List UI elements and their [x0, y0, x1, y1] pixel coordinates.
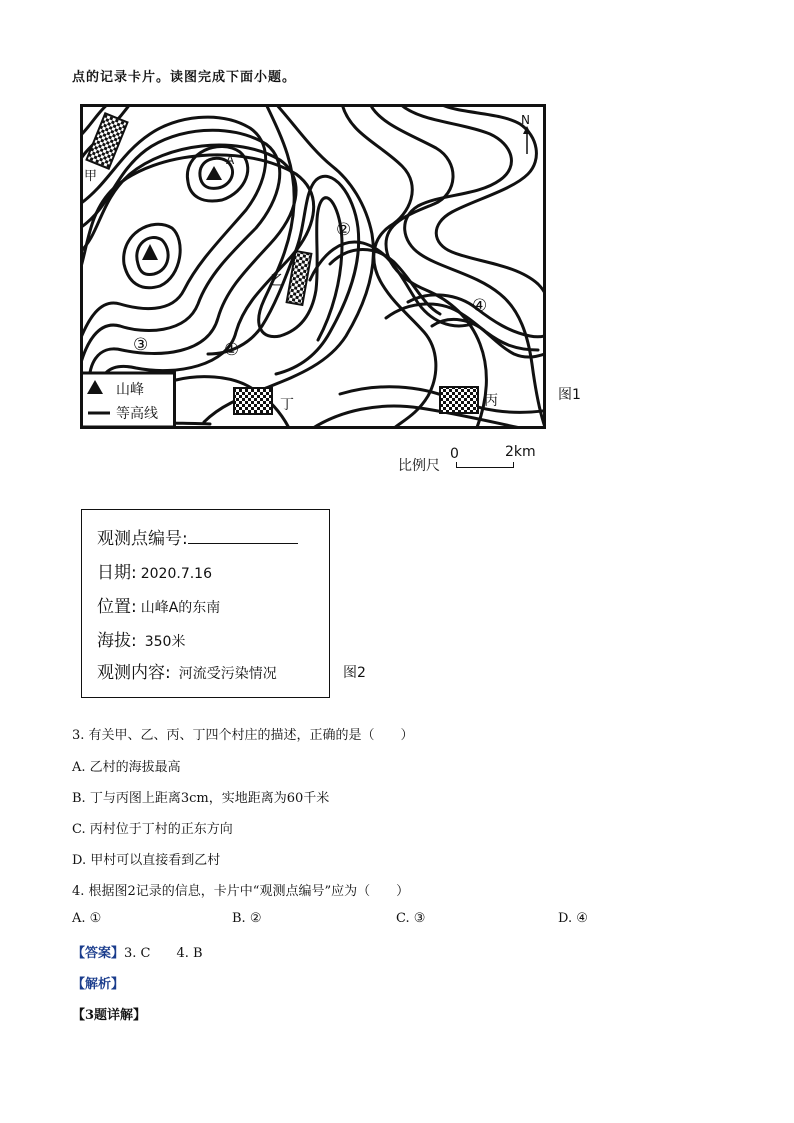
scale-zero: 0	[450, 446, 459, 462]
q4-option-a: A. ①	[72, 911, 102, 926]
scale-label: 比例尺	[398, 458, 440, 474]
point-2-label: ②	[336, 220, 352, 240]
village-yi-label: 乙	[270, 273, 284, 289]
card-altitude-label: 海拔:	[97, 631, 137, 651]
q4-option-b: B. ②	[232, 911, 262, 926]
card-date-row	[97, 558, 212, 583]
card-content-label: 观测内容:	[97, 663, 171, 683]
q3-option-a: A. 乙村的海拔最高	[72, 760, 181, 775]
scale-bar	[456, 462, 514, 468]
card-location-row	[97, 592, 220, 617]
card-id-label: 观测点编号:	[97, 529, 188, 549]
q4-option-d: D. ④	[558, 911, 588, 926]
peak-a-label: A	[226, 153, 235, 167]
card-date-label: 日期:	[97, 563, 137, 583]
answer-text: 3. C 4. B	[124, 946, 203, 961]
answer-tag: 【答案】	[72, 946, 125, 961]
analysis-heading: 【解析】	[72, 977, 125, 992]
q3-stem: 3. 有关甲、乙、丙、丁四个村庄的描述，正确的是（ ）	[72, 728, 414, 743]
record-card	[81, 509, 330, 698]
card-content-row	[97, 658, 277, 683]
card-content-value: 河流受污染情况	[178, 666, 277, 682]
card-altitude-row	[97, 626, 185, 651]
q3-option-d: D. 甲村可以直接看到乙村	[72, 853, 221, 868]
north-label: N	[521, 113, 530, 127]
q4-option-c: C. ③	[396, 911, 426, 926]
village-bing-label: 丙	[484, 393, 498, 409]
village-bing-icon	[440, 387, 478, 413]
q3-option-c: C. 丙村位于丁村的正东方向	[72, 822, 233, 837]
card-altitude-value: 350米	[144, 634, 186, 650]
card-location-label: 位置:	[97, 597, 137, 617]
card-id-blank	[188, 529, 298, 544]
intro-text: 点的记录卡片。读图完成下面小题。	[72, 70, 297, 85]
figure-2-label: 图2	[343, 665, 366, 681]
village-jia-label: 甲	[84, 169, 98, 184]
point-4-label: ④	[472, 296, 488, 316]
point-1-label: ①	[224, 340, 240, 360]
legend-contour-label: 等高线	[116, 406, 158, 422]
village-ding-label: 丁	[280, 397, 294, 413]
answer-line	[72, 942, 203, 961]
q4-stem: 4. 根据图2记录的信息，卡片中“观测点编号”应为（ ）	[72, 884, 410, 899]
figure-1-label: 图1	[558, 387, 581, 403]
village-ding-icon	[234, 388, 272, 414]
detail-heading: 【3题详解】	[72, 1008, 147, 1023]
card-id-row	[97, 524, 298, 549]
contour-map	[80, 104, 546, 429]
point-3-label: ③	[133, 335, 149, 355]
q3-option-b: B. 丁与丙图上距离3cm，实地距离为60千米	[72, 791, 330, 806]
scale-max: 2km	[505, 444, 536, 460]
card-date-value: 2020.7.16	[140, 566, 212, 582]
legend-peak-label: 山峰	[116, 382, 144, 398]
card-location-value: 山峰A的东南	[140, 600, 221, 616]
